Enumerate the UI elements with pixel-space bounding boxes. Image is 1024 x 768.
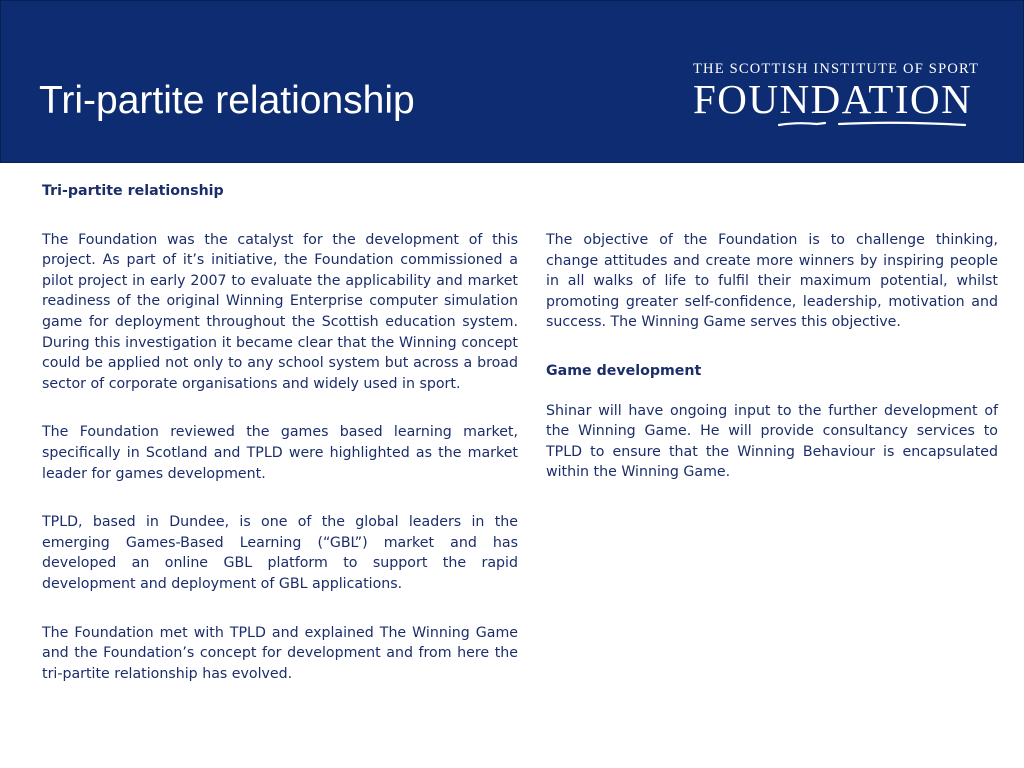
left-paragraph-1: The Foundation was the catalyst for the development of this project. As part of it’s initiative, the Foundation commissioned a pilot project in early 2007 to evaluate the applicability and market readiness of the original Winning Enterprise computer simulation game for deployment throughout the Scottish education system. During this investigation it became clear that the Winning concept could be applied not only to any school system but across a broad sector of corporate organisations and widely used in sport. bbox=[42, 231, 518, 392]
slide-title: Tri-partite relationship bbox=[39, 79, 415, 122]
slide-header bbox=[0, 0, 1024, 163]
left-paragraph-2: The Foundation reviewed the games based learning market, specifically in Scotland and TPLD were highlighted as the market leader for games development. bbox=[42, 424, 518, 482]
foundation-logo bbox=[693, 61, 985, 131]
logo-swoosh-icon bbox=[777, 119, 967, 129]
right-intro-paragraph: The objective of the Foundation is to challenge thinking, change attitudes and create more winners by inspiring people in all walks of life to fulfil their maximum potential, whilst promoting greater self-confidence, leadership, motivation and success. The Winning Game serves this objective. bbox=[546, 232, 998, 331]
left-paragraph-4: The Foundation met with TPLD and explained The Winning Game and the Foundation’s concept for development and from here the tri-partite relationship has evolved. bbox=[42, 624, 518, 682]
left-paragraph-3: TPLD, based in Dundee, is one of the global leaders in the emerging Games-Based Learning (“GBL”) market and has developed an online GBL platform to support the rapid development and deployment of GBL applications. bbox=[42, 514, 518, 592]
left-heading: Tri-partite relationship bbox=[42, 183, 224, 199]
game-development-heading: Game development bbox=[546, 362, 702, 379]
logo-top-text: THE SCOTTISH INSTITUTE OF SPORT bbox=[693, 61, 980, 77]
left-column bbox=[42, 181, 518, 712]
game-development-paragraph: Shinar will have ongoing input to the further development of the Winning Game. He will provide consultancy services to TPLD to ensure that the Winning Behaviour is encapsulated within the Winning Game. bbox=[546, 402, 998, 481]
logo-main-text: FOUNDATION bbox=[693, 76, 973, 122]
right-column bbox=[546, 230, 998, 511]
